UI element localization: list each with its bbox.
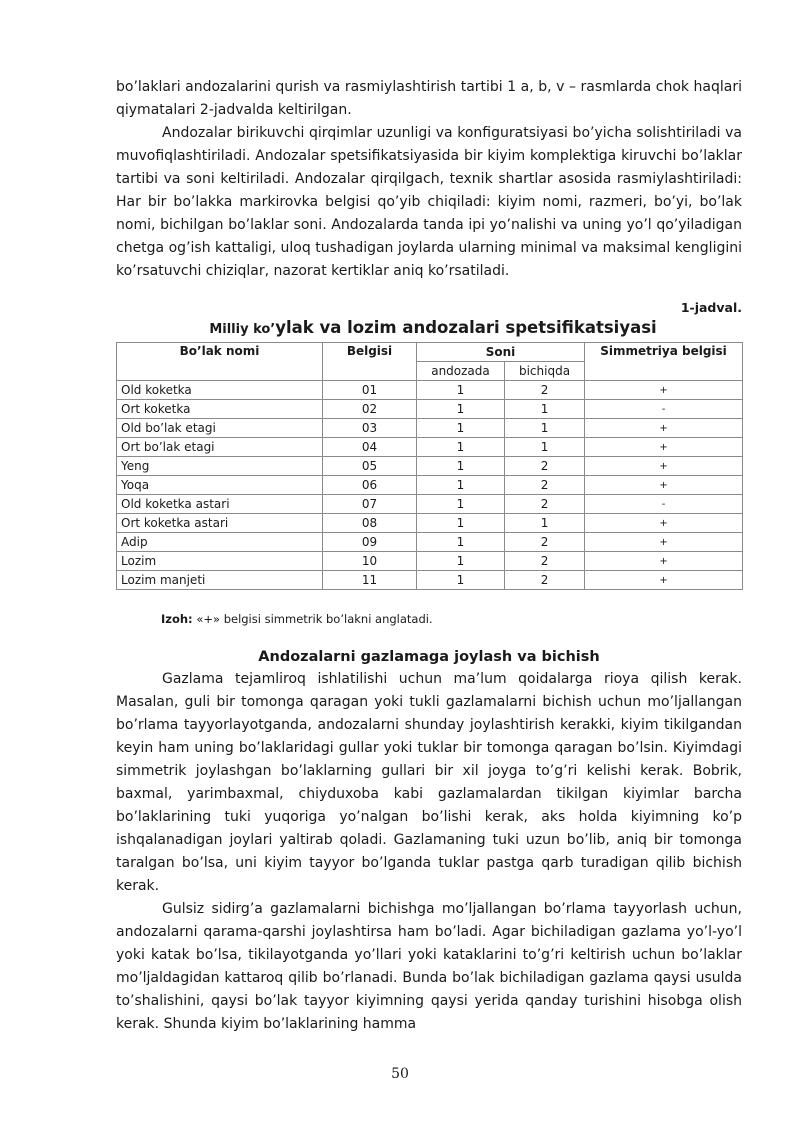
cell-count-pattern: 1 <box>417 419 505 438</box>
cell-part-name: Lozim manjeti <box>117 571 323 590</box>
header-part-name: Bo’lak nomi <box>117 343 323 381</box>
header-symmetry: Simmetriya belgisi <box>585 343 743 381</box>
cell-part-name: Old koketka astari <box>117 495 323 514</box>
cell-count-pattern: 1 <box>417 495 505 514</box>
cell-part-name: Yoqa <box>117 476 323 495</box>
cell-count-cut: 2 <box>505 571 585 590</box>
table-title-part1: Milliy ko’ <box>209 322 276 337</box>
table-row <box>117 514 743 533</box>
cell-count-pattern: 1 <box>417 438 505 457</box>
cell-mark: 01 <box>323 381 417 400</box>
cell-count-pattern: 1 <box>417 571 505 590</box>
cell-count-cut: 1 <box>505 400 585 419</box>
cell-count-pattern: 1 <box>417 457 505 476</box>
cell-count-cut: 2 <box>505 476 585 495</box>
cell-count-cut: 2 <box>505 552 585 571</box>
cell-mark: 09 <box>323 533 417 552</box>
section-heading: Andozalarni gazlamaga joylash va bichish <box>258 649 600 665</box>
cell-count-pattern: 1 <box>417 514 505 533</box>
cell-symmetry: + <box>585 419 743 438</box>
cell-count-cut: 1 <box>505 514 585 533</box>
cell-part-name: Old bo’lak etagi <box>117 419 323 438</box>
table-row <box>117 476 743 495</box>
cell-count-cut: 1 <box>505 419 585 438</box>
section-paragraph-1: Gazlama tejamliroq ishlatilishi uchun ma’lum qoidalarga rioya qilish kerak. Masalan, guli bir tomonga qaragan yoki tukli gazlamalarni bichish uchun mo’ljallangan bo’rlama tayyorlayotganda, andozalarni shunday joylashtirish kerakki, kiyim tikilgandan keyin ham uning bo’laklaridagi gullar yoki tuklar bir tomonga qaragan bo’lsin. Kiyimdagi simmetrik joylashgan bo’laklarning gullari bir xil joyga to’g’ri kelishi kerak. Bobrik, baxmal, yarimbaxmal, chiyduxoba kabi gazlamalardan tikilgan kiyimlar barcha bo’laklarining tuki yuqoriga yo’nalgan bo’lishi kerak, aks holda kiyimning ko’p ishqalanadigan joylari yaltirab qoladi. Gazlamaning tuki uzun bo’lib, aniq bir tomonga taralgan bo’lsa, uni kiyim tayyor bo’lganda tuklar pastga qarb turadigan qilib bichish kerak. <box>116 671 742 894</box>
table-row <box>117 571 743 590</box>
specification-table <box>116 342 743 590</box>
cell-part-name: Adip <box>117 533 323 552</box>
cell-count-cut: 2 <box>505 381 585 400</box>
cell-symmetry: - <box>585 400 743 419</box>
cell-symmetry: + <box>585 552 743 571</box>
section-paragraph-2: Gulsiz sidirg’a gazlamalarni bichishga mo’ljallangan bo’rlama tayyorlash uchun, andozalarni qarama-qarshi joylashtirsa ham bo’ladi. Agar bichiladigan gazlama yo’l-yo’l yoki katak bo’lsa, tikilayotganda yo’llari yoki kataklarini to’g’ri keltirish uchun bo’laklar mo’ljaldagidan kattaroq qilib bo’rlanadi. Bunda bo’lak bichiladigan gazlama qaysi usulda to’shalishini, qaysi bo’lak tayyor kiyimning qaysi yerida qanday turishini hisobga olish kerak. Shunda kiyim bo’laklarining hamma <box>116 901 742 1032</box>
note-label: Izoh: <box>161 612 193 626</box>
table-header-row <box>117 343 743 362</box>
header-count-pattern: andozada <box>417 362 505 381</box>
cell-count-pattern: 1 <box>417 400 505 419</box>
table-title <box>116 318 742 340</box>
cell-symmetry: + <box>585 438 743 457</box>
cell-count-cut: 2 <box>505 457 585 476</box>
cell-count-pattern: 1 <box>417 381 505 400</box>
page-number: 50 <box>391 1066 409 1082</box>
note-text: «+» belgisi simmetrik bo’lakni anglatadi. <box>192 612 433 626</box>
cell-count-pattern: 1 <box>417 552 505 571</box>
cell-symmetry: + <box>585 381 743 400</box>
cell-symmetry: - <box>585 495 743 514</box>
cell-symmetry: + <box>585 533 743 552</box>
cell-symmetry: + <box>585 514 743 533</box>
intro-paragraph-1: bo’laklari andozalarini qurish va rasmiylashtirish tartibi 1 a, b, v – rasmlarda chok haqlari qiymatalari 2-jadvalda keltirilgan. <box>116 79 742 118</box>
table-body <box>117 381 743 590</box>
header-count-cut: bichiqda <box>505 362 585 381</box>
table-row <box>117 400 743 419</box>
table-row <box>117 381 743 400</box>
cell-part-name: Ort koketka astari <box>117 514 323 533</box>
cell-count-pattern: 1 <box>417 476 505 495</box>
intro-paragraph-2: Andozalar birikuvchi qirqimlar uzunligi va konfiguratsiyasi bo’yicha solishtiriladi va muvofiqlashtiriladi. Andozalar spetsifikatsiyasida bir kiyim komplektiga kiruvchi bo’laklar tartibi va soni keltiriladi. Andozalar qirqilgach, texnik shartlar asosida rasmiylashtiriladi: Har bir bo’lakka markirovka belgisi qo’yib chiqiladi: kiyim nomi, razmeri, bo’yi, bo’lak nomi, bichilgan bo’laklar soni. Andozalarda tanda ipi yo’nalishi va uning yo’l qo’yiladigan chetga og’ish kattaligi, uloq tushadigan joylarda ularning minimal va maksimal kengligini ko’rsatuvchi chiziqlar, nazorat kertiklar aniq ko’rsatiladi. <box>116 125 742 279</box>
page-content <box>116 76 742 1036</box>
cell-mark: 02 <box>323 400 417 419</box>
cell-mark: 04 <box>323 438 417 457</box>
cell-part-name: Lozim <box>117 552 323 571</box>
table-reference: 1-jadval. <box>680 300 742 315</box>
table-row <box>117 457 743 476</box>
cell-symmetry: + <box>585 571 743 590</box>
cell-count-cut: 1 <box>505 438 585 457</box>
cell-symmetry: + <box>585 476 743 495</box>
cell-count-cut: 2 <box>505 533 585 552</box>
cell-part-name: Ort bo’lak etagi <box>117 438 323 457</box>
cell-mark: 08 <box>323 514 417 533</box>
cell-mark: 11 <box>323 571 417 590</box>
cell-part-name: Old koketka <box>117 381 323 400</box>
table-row <box>117 533 743 552</box>
table-row <box>117 419 743 438</box>
cell-part-name: Yeng <box>117 457 323 476</box>
cell-count-cut: 2 <box>505 495 585 514</box>
cell-mark: 05 <box>323 457 417 476</box>
table-title-part2: ylak va lozim andozalari spetsifikatsiyasi <box>275 318 657 337</box>
table-row <box>117 495 743 514</box>
cell-mark: 06 <box>323 476 417 495</box>
cell-mark: 07 <box>323 495 417 514</box>
cell-mark: 10 <box>323 552 417 571</box>
cell-count-pattern: 1 <box>417 533 505 552</box>
header-count: Soni <box>417 343 585 362</box>
table-row <box>117 438 743 457</box>
table-note <box>161 610 742 628</box>
cell-part-name: Ort koketka <box>117 400 323 419</box>
table-row <box>117 552 743 571</box>
cell-mark: 03 <box>323 419 417 438</box>
header-mark: Belgisi <box>323 343 417 381</box>
cell-symmetry: + <box>585 457 743 476</box>
